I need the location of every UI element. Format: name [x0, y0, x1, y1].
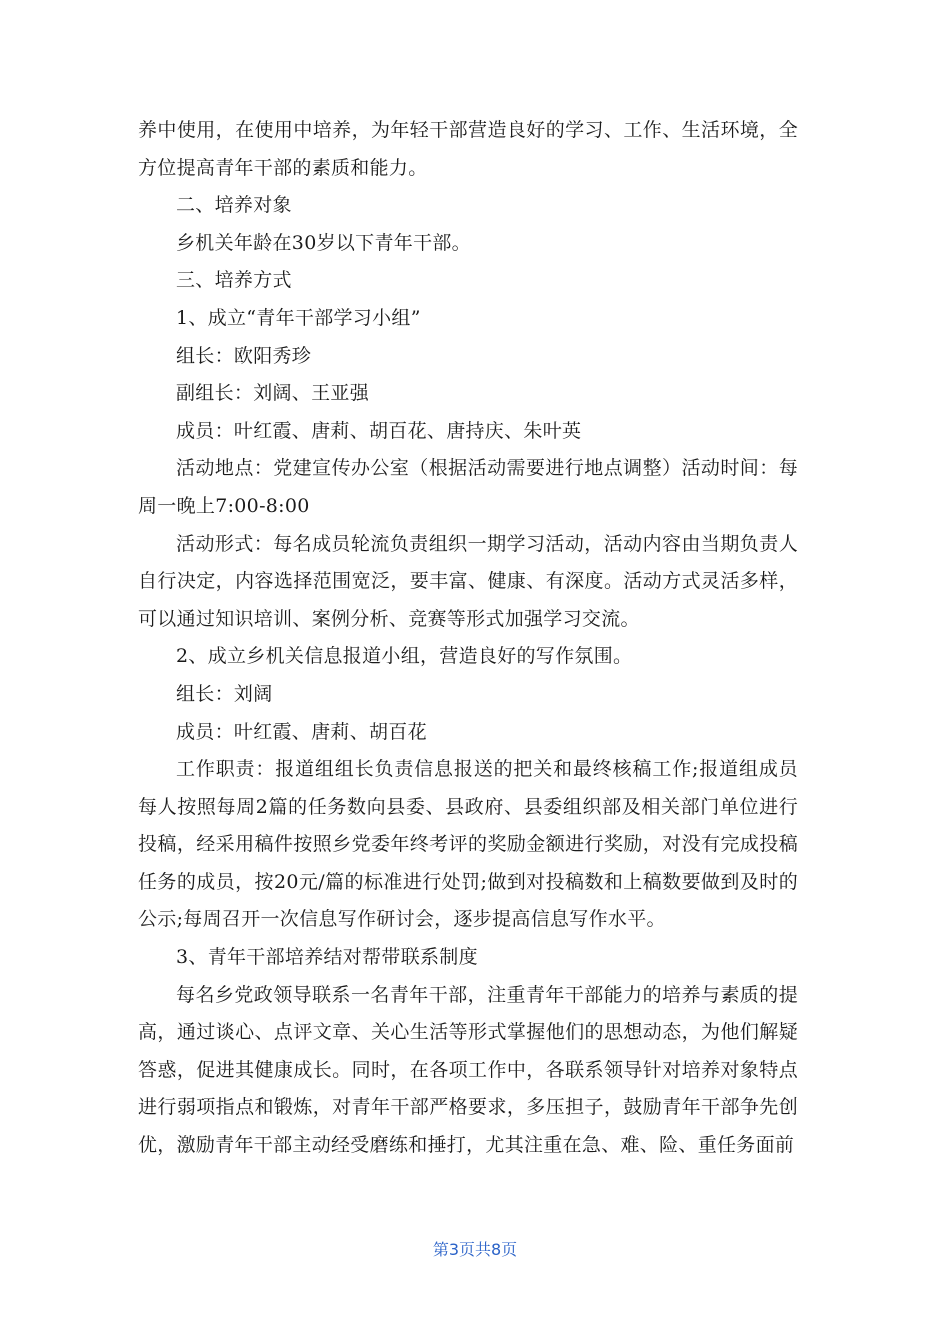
paragraph: 养中使用，在使用中培养，为年轻干部营造良好的学习、工作、生活环境，全方位提高青年干部的素质和能力。 — [138, 119, 798, 179]
document-body — [138, 112, 798, 1165]
section-heading: 二、培养对象 — [176, 194, 292, 217]
paragraph: 成员：叶红霞、唐莉、胡百花 — [176, 720, 427, 743]
paragraph: 工作职责：报道组组长负责信息报送的把关和最终核稿工作;报道组成员每人按照每周2篇的任务数向县委、县政府、县委组织部及相关部门单位进行投稿，经采用稿件按照乡党委年终考评的奖励金额进行奖励，对没有完成投稿任务的成员，按20元/篇的标准进行处罚;做到对投稿数和上稿数要做到及时的公示;每周召开一次信息写作研讨会，逐步提高信息写作水平。 — [138, 758, 798, 931]
subsection-heading: 2、成立乡机关信息报道小组，营造良好的写作氛围。 — [176, 645, 633, 668]
paragraph: 组长：刘阔 — [176, 682, 273, 705]
subsection-heading: 3、青年干部培养结对帮带联系制度 — [176, 946, 478, 969]
paragraph: 活动形式：每名成员轮流负责组织一期学习活动，活动内容由当期负责人自行决定，内容选择范围宽泛，要丰富、健康、有深度。活动方式灵活多样，可以通过知识培训、案例分析、竞赛等形式加强学习交流。 — [138, 532, 798, 630]
paragraph: 组长：欧阳秀珍 — [176, 344, 312, 367]
paragraph: 活动地点：党建宣传办公室（根据活动需要进行地点调整）活动时间：每周一晚上7:00-8:00 — [138, 457, 798, 517]
page-number: 第3页共8页 — [432, 1240, 518, 1259]
section-heading: 三、培养方式 — [176, 269, 292, 292]
paragraph: 副组长：刘阔、王亚强 — [176, 382, 370, 405]
paragraph: 成员：叶红霞、唐莉、胡百花、唐持庆、朱叶英 — [176, 419, 582, 442]
subsection-heading: 1、成立“青年干部学习小组” — [176, 306, 421, 329]
paragraph: 乡机关年龄在30岁以下青年干部。 — [176, 231, 471, 254]
paragraph: 每名乡党政领导联系一名青年干部，注重青年干部能力的培养与素质的提高，通过谈心、点评文章、关心生活等形式掌握他们的思想动态，为他们解疑答惑，促进其健康成长。同时，在各项工作中，各联系领导针对培养对象特点进行弱项指点和锻炼，对青年干部严格要求，多压担子，鼓励青年干部争先创优，激励青年干部主动经受磨练和捶打，尤其注重在急、难、险、重任务面前 — [138, 983, 798, 1157]
